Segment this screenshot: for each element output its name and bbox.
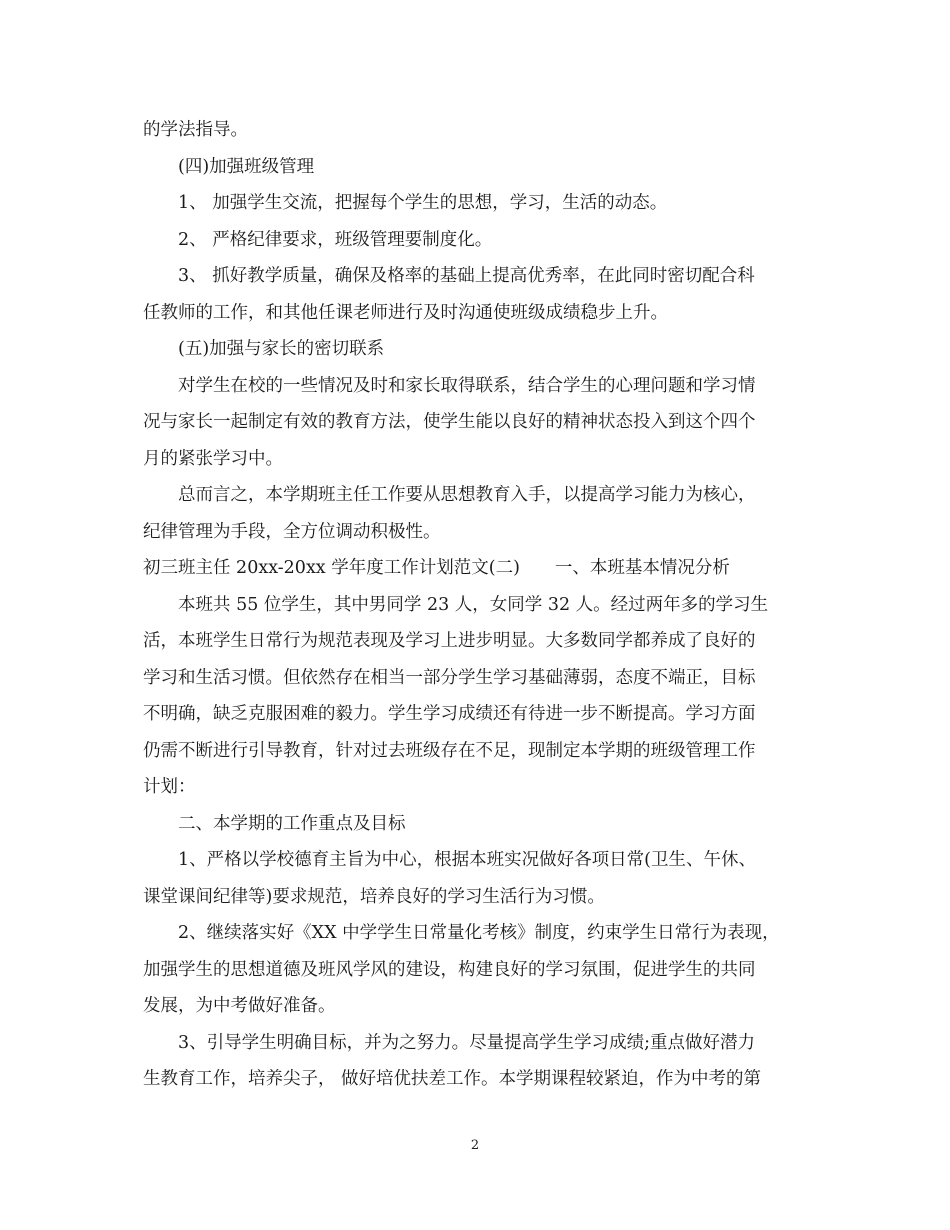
text-line: 2、 严格纪律要求，班级管理要制度化。 (178, 229, 493, 250)
text-line: 发展，为中考做好准备。 (143, 996, 336, 1016)
text-line: 初三班主任 20xx-20xx 学年度工作计划范文(二) 一、本班基本情况分析 (143, 558, 730, 578)
text-line: 1、严格以学校德育主旨为中心，根据本班实况做好各项日常(卫生、午休、 (178, 850, 756, 870)
paragraph (143, 258, 808, 331)
paragraph (143, 550, 808, 587)
text-line: 仍需不断进行引导教育，针对过去班级存在不足，现制定本学期的班级管理工作 (143, 740, 756, 761)
text-line: 本班共 55 位学生，其中男同学 23 人，女同学 32 人。经过两年多的学习生 (178, 594, 769, 615)
paragraph (143, 149, 808, 186)
text-line: 3、引导学生明确目标，并为之努力。尽量提高学生学习成绩;重点做好潜力 (178, 1032, 756, 1053)
text-line: 纪律管理为手段，全方位调动积极性。 (143, 521, 441, 542)
text-line: 总而言之，本学期班主任工作要从思想教育入手，以提高学习能力为核心， (178, 485, 756, 505)
paragraph (143, 185, 808, 222)
page-number: 2 (470, 1138, 480, 1153)
text-line: 1、 加强学生交流，把握每个学生的思想，学习，生活的动态。 (178, 193, 668, 213)
paragraph (143, 112, 808, 149)
paragraph (143, 368, 808, 478)
text-line: 月的紧张学习中。 (143, 448, 283, 469)
paragraph (143, 842, 808, 915)
text-line: 3、 抓好教学质量，确保及格率的基础上提高优秀率，在此同时密切配合科 (178, 266, 755, 286)
paragraph (143, 331, 808, 368)
text-line: 二、本学期的工作重点及目标 (178, 813, 406, 834)
text-line: 2、继续落实好《XX 中学学生日常量化考核》制度，约束学生日常行为表现， (178, 923, 780, 943)
paragraph (143, 222, 808, 259)
text-line: 学习和生活习惯。但依然存在相当一部分学生学习基础薄弱，态度不端正，目标 (143, 667, 756, 688)
text-line: 不明确，缺乏克服困难的毅力。学生学习成绩还有待进一步不断提高。学习方面 (143, 704, 756, 724)
paragraph (143, 806, 808, 843)
text-line: 任教师的工作，和其他任课老师进行及时沟通使班级成绩稳步上升。 (143, 302, 668, 323)
text-line: 生教育工作，培养尖子， 做好培优扶差工作。本学期课程较紧迫，作为中考的第 (143, 1069, 762, 1089)
text-line: 况与家长一起制定有效的教育方法，使学生能以良好的精神状态投入到这个四个 (143, 412, 756, 432)
text-line: (四)加强班级管理 (178, 156, 315, 177)
text-line: 对学生在校的一些情况及时和家长取得联系，结合学生的心理问题和学习情 (178, 375, 756, 396)
paragraph (143, 587, 808, 806)
paragraph (143, 915, 808, 1025)
text-line: 的学法指导。 (143, 120, 248, 140)
paragraph (143, 477, 808, 550)
text-line: 活，本班学生日常行为规范表现及学习上进步明显。大多数同学都养成了良好的 (143, 631, 756, 651)
text-line: 课堂课间纪律等)要求规范，培养良好的学习生活行为习惯。 (143, 886, 605, 907)
document-body (143, 112, 808, 1098)
text-line: 计划： (143, 777, 196, 797)
text-line: (五)加强与家长的密切联系 (178, 339, 385, 359)
paragraph (143, 1025, 808, 1098)
text-line: 加强学生的思想道德及班风学风的建设，构建良好的学习氛围，促进学生的共同 (143, 959, 756, 980)
